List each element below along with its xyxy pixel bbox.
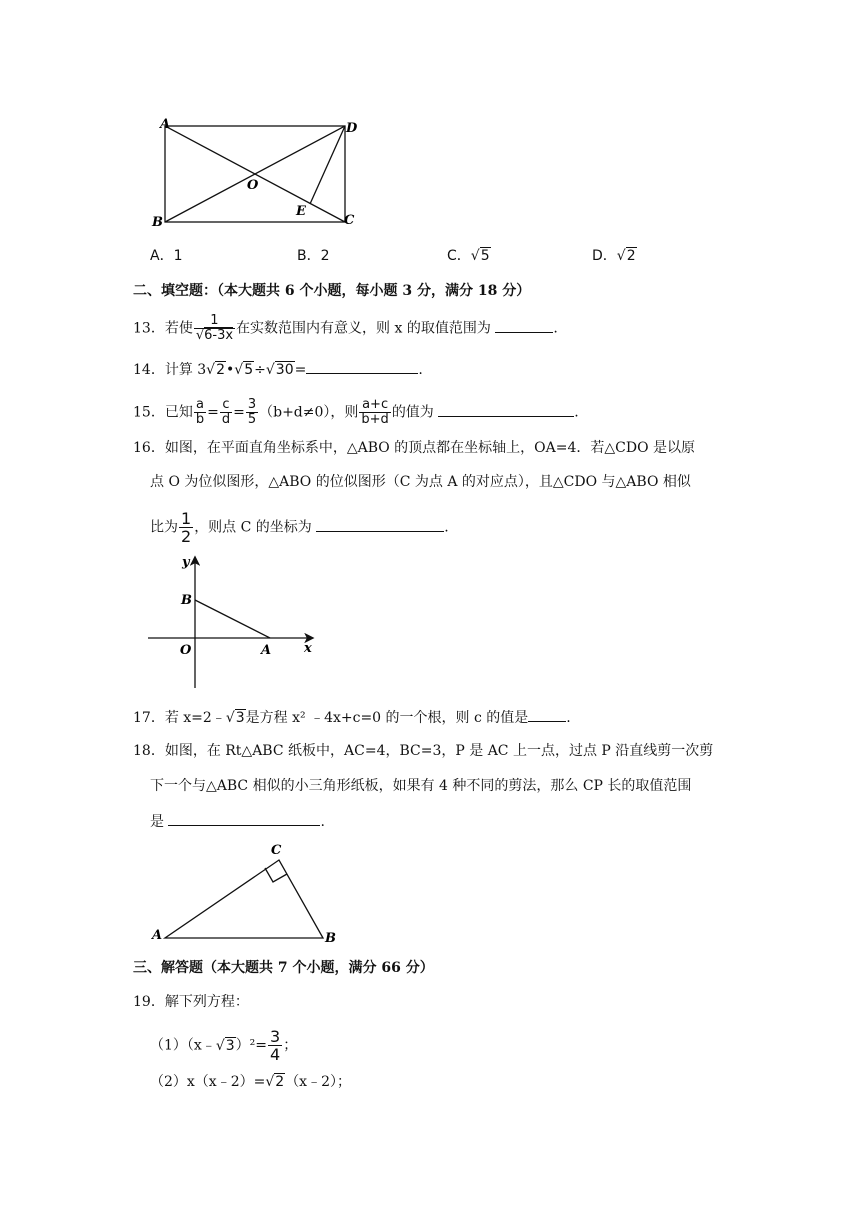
question-16-line-2: 点 O 为位似图形，△ABO 的位似图形（C 为点 A 的对应点），且△CDO 与△ABO 相似	[150, 474, 691, 490]
figure-coordinate-axes	[140, 548, 330, 693]
question-18-line-3: 是 .	[150, 811, 325, 832]
option-b: B．2	[297, 248, 330, 264]
label-O: O	[180, 643, 192, 658]
label-B: B	[152, 215, 163, 230]
question-19-part-2: （2）x（x﹣2）=√2（x﹣2）；	[150, 1074, 351, 1090]
section-heading-fill-in: 二、填空题：（本大题共 6 个小题，每小题 3 分，满分 18 分）	[133, 283, 531, 299]
question-18-line-1: 18．如图，在 Rt△ABC 纸板中，AC=4，BC=3，P 是 AC 上一点，过点 P 沿直线剪一次剪	[133, 743, 714, 759]
label-D: D	[346, 121, 358, 136]
label-A: A	[160, 117, 171, 132]
question-15: 15．已知 $\frac{a}{b}$ = $\frac{c}{d}$ = $\frac{3}{5}$ （b+d≠0），则 $\frac{a+c}{b+d}$ 的值为 .	[133, 397, 579, 427]
question-13: 13．若使 $\frac{1}{√6-3x}$ 在实数范围内有意义，则 x 的取值范围为 .	[133, 313, 558, 343]
label-E: E	[296, 204, 306, 219]
answer-blank-18	[168, 811, 320, 826]
figure-right-triangle	[145, 838, 345, 948]
figure-rectangle-abcd	[140, 112, 370, 232]
question-19-part-1: （1）（x﹣√3）²= $\frac{3}{4}$ ；	[150, 1027, 298, 1064]
label-A: A	[152, 928, 163, 943]
answer-blank-14	[306, 359, 418, 374]
label-B: B	[325, 931, 336, 946]
option-d: D．√2	[592, 248, 636, 264]
option-a: A．1	[150, 248, 183, 264]
label-C: C	[344, 213, 355, 228]
answer-blank-17	[528, 707, 566, 722]
question-14: 14．计算 3√2•√5÷√30= .	[133, 359, 423, 380]
question-16-line-3: 比为 $\frac{1}{2}$ ，则点 C 的坐标为 .	[150, 509, 449, 546]
answer-blank-15	[438, 402, 574, 417]
answer-blank-16	[316, 517, 444, 532]
answer-blank-13	[495, 318, 553, 333]
label-O: O	[247, 178, 259, 193]
option-c: C．√5	[447, 248, 490, 264]
question-17: 17．若 x=2﹣√3是方程 x² ﹣4x+c=0 的一个根，则 c 的值是 .	[133, 707, 571, 728]
label-C: C	[271, 843, 282, 858]
label-A: A	[261, 643, 272, 658]
label-x: x	[304, 641, 312, 656]
label-y: y	[182, 555, 190, 570]
label-B: B	[181, 593, 192, 608]
question-18-line-2: 下一个与△ABC 相似的小三角形纸板，如果有 4 种不同的剪法，那么 CP 长的取值范围	[150, 778, 692, 794]
question-16-line-1: 16．如图，在平面直角坐标系中，△ABO 的顶点都在坐标轴上，OA=4．若△CDO 是以原	[133, 440, 696, 456]
section-heading-solutions: 三、解答题（本大题共 7 个小题，满分 66 分）	[133, 960, 434, 976]
question-19-title: 19．解下列方程：	[133, 994, 249, 1010]
